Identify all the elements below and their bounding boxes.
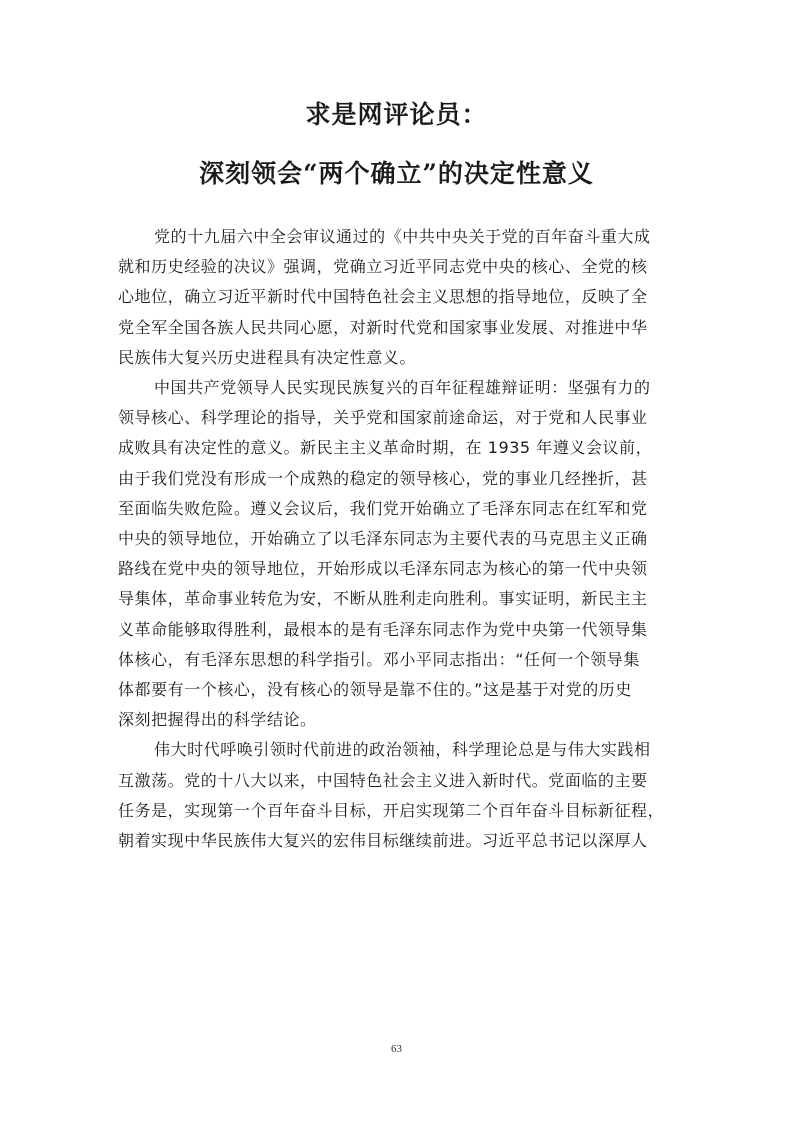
document-title-line-1: 求是网评论员： (305, 100, 488, 129)
document-body (118, 222, 678, 856)
paragraph: 党的十九届六中全会审议通过的《中共中央关于党的百年奋斗重大成 就和历史经验的决议》强调，党确立习近平同志党中央的核心、全党的核 心地位，确立习近平新时代中国特色社会主义思想的指导地位，反映了全 党全军全国各族人民共同心愿，对新时代党和国家事业发展、对推进中华 民族伟大复兴历史进程具有决定性意义。 (118, 227, 651, 367)
paragraph: 中国共产党领导人民实现民族复兴的百年征程雄辩证明：坚强有力的 领导核心、科学理论的指导，关乎党和国家前途命运，对于党和人民事业 成败具有决定性的意义。新民主主义革命时期，在 1935 年遵义会议前， 由于我们党没有形成一个成熟的稳定的领导核心，党的事业几经挫折，甚 至面临失败危险。遵义会议后，我们党开始确立了毛泽东同志在红军和党 中央的领导地位，开始确立了以毛泽东同志为主要代表的马克思主义正确 路线在党中央的领导地位，开始形成以毛泽东同志为核心的第一代中央领 导集体，革命事业转危为安，不断从胜利走向胜利。事实证明，新民主主 义革命能够取得胜利，最根本的是有毛泽东同志作为党中央第一代领导集 体核心，有毛泽东思想的科学指引。邓小平同志指出：“任何一个领导集 体都要有一个核心，没有核心的领导是靠不住的。”这是基于对党的历史 深刻把握得出的科学结论。 (118, 378, 653, 730)
paragraph: 伟大时代呼唤引领时代前进的政治领袖，科学理论总是与伟大实践相 互激荡。党的十八大以来，中国特色社会主义进入新时代。党面临的主要 任务是，实现第一个百年奋斗目标，开启实现第二个百年奋斗目标新征程， 朝着实现中华民族伟大复兴的宏伟目标继续前进。习近平总书记以深厚人 (118, 740, 665, 851)
page-number: 63 (391, 1043, 402, 1055)
document-title-line-2: 深刻领会“两个确立”的决定性意义 (199, 159, 594, 188)
